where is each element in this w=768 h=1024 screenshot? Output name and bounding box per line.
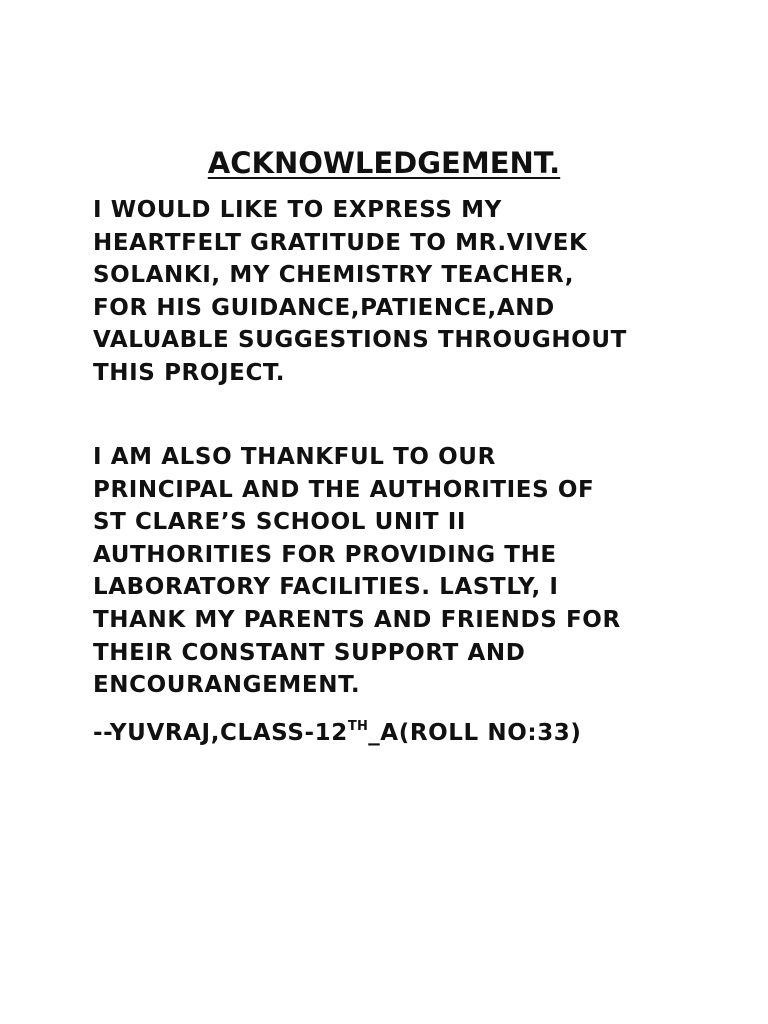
signature-superscript: TH [347,719,369,734]
signature-roll: _A(ROLL NO:33) [368,720,582,746]
signature-name: --YUVRAJ,CLASS-12 [93,720,348,746]
paragraph-line: PRINCIPAL AND THE AUTHORITIES OF [93,476,595,503]
signature-line [93,711,582,749]
paragraph-line: THIS PROJECT. [93,359,286,386]
paragraph-line: VALUABLE SUGGESTIONS THROUGHOUT [93,327,627,354]
acknowledgement-paragraph-2 [93,441,693,702]
paragraph-line: HEARTFELT GRATITUDE TO MR.VIVEK [93,229,588,256]
paragraph-line: ST CLARE’S SCHOOL UNIT II [93,509,467,536]
page-title: ACKNOWLEDGEMENT. [207,146,561,180]
paragraph-line: AUTHORITIES FOR PROVIDING THE [93,541,557,568]
paragraph-line: I AM ALSO THANKFUL TO OUR [93,444,496,470]
paragraph-line: LABORATORY FACILITIES. LASTLY, I [93,574,559,601]
paragraph-line: THEIR CONSTANT SUPPORT AND [93,639,526,666]
acknowledgement-paragraph-1 [93,194,693,390]
paragraph-line: I WOULD LIKE TO EXPRESS MY [93,197,502,223]
paragraph-line: SOLANKI, MY CHEMISTRY TEACHER, [93,262,575,289]
paragraph-line: ENCOURANGEMENT. [93,672,361,699]
paragraph-line: THANK MY PARENTS AND FRIENDS FOR [93,606,621,633]
paragraph-line: FOR HIS GUIDANCE,PATIENCE,AND [93,294,555,321]
